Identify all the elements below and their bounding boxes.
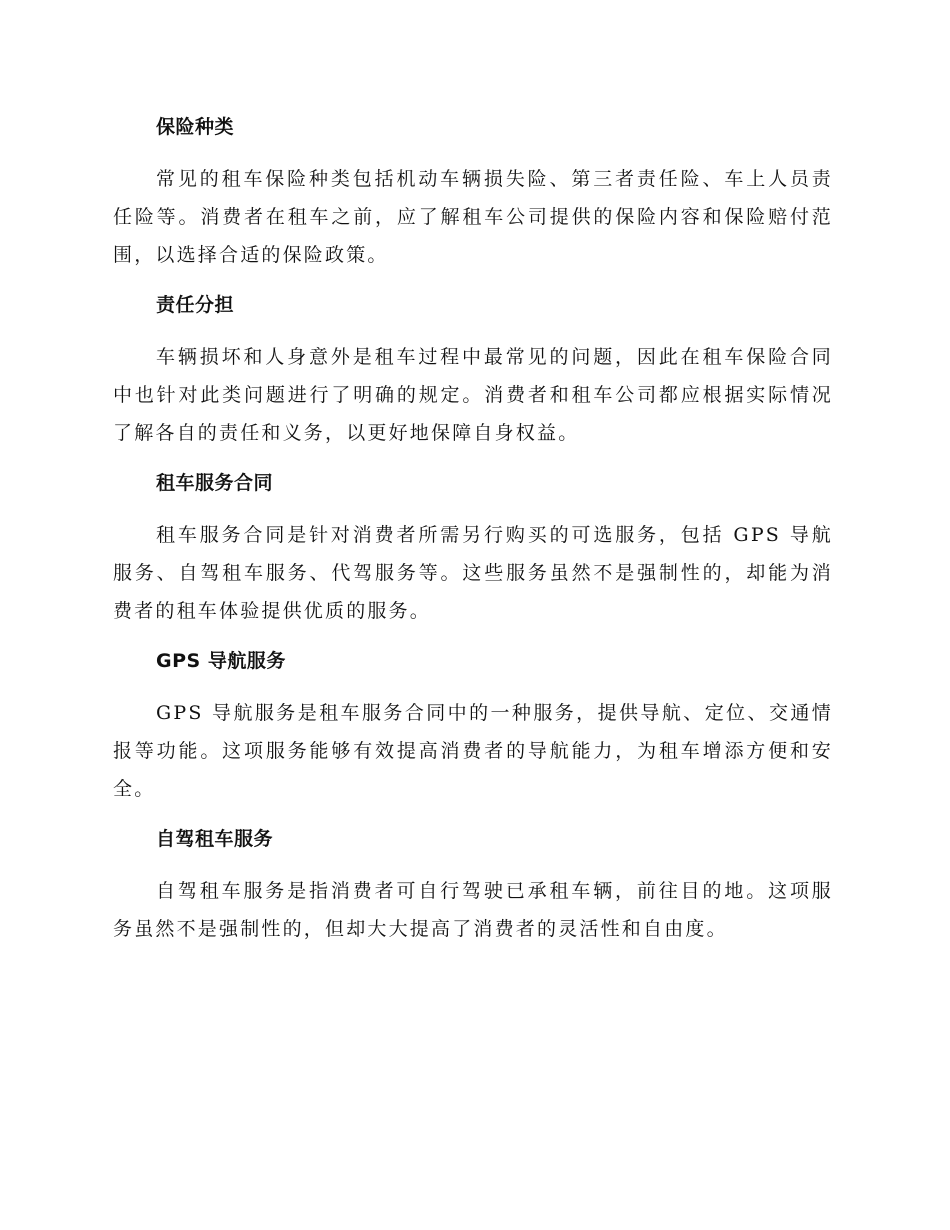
section-heading: 责任分担 <box>156 294 235 316</box>
section-paragraph: 租车服务合同是针对消费者所需另行购买的可选服务，包括 GPS 导航服务、自驾租车服务、代驾服务等。这些服务虽然不是强制性的，却能为消费者的租车体验提供优质的服务。 <box>113 524 833 622</box>
section-paragraph: 车辆损坏和人身意外是租车过程中最常见的问题，因此在租车保险合同中也针对此类问题进行了明确的规定。消费者和租车公司都应根据实际情况了解各自的责任和义务，以更好地保障自身权益。 <box>113 346 833 444</box>
section-insurance-types <box>113 108 833 274</box>
section-liability-sharing <box>113 286 833 452</box>
section-heading: GPS 导航服务 <box>156 650 286 672</box>
section-paragraph: 常见的租车保险种类包括机动车辆损失险、第三者责任险、车上人员责任险等。消费者在租车之前，应了解租车公司提供的保险内容和保险赔付范围，以选择合适的保险政策。 <box>113 168 833 266</box>
section-paragraph: 自驾租车服务是指消费者可自行驾驶已承租车辆，前往目的地。这项服务虽然不是强制性的，但却大大提高了消费者的灵活性和自由度。 <box>113 880 833 940</box>
section-heading: 自驾租车服务 <box>156 828 274 850</box>
section-self-drive-rental <box>113 820 833 948</box>
section-heading: 租车服务合同 <box>156 472 274 494</box>
section-heading: 保险种类 <box>156 116 235 138</box>
document-content <box>113 108 833 960</box>
section-gps-navigation <box>113 642 833 808</box>
section-paragraph: GPS 导航服务是租车服务合同中的一种服务，提供导航、定位、交通情报等功能。这项服务能够有效提高消费者的导航能力，为租车增添方便和安全。 <box>113 702 833 800</box>
section-rental-service-contract <box>113 464 833 630</box>
